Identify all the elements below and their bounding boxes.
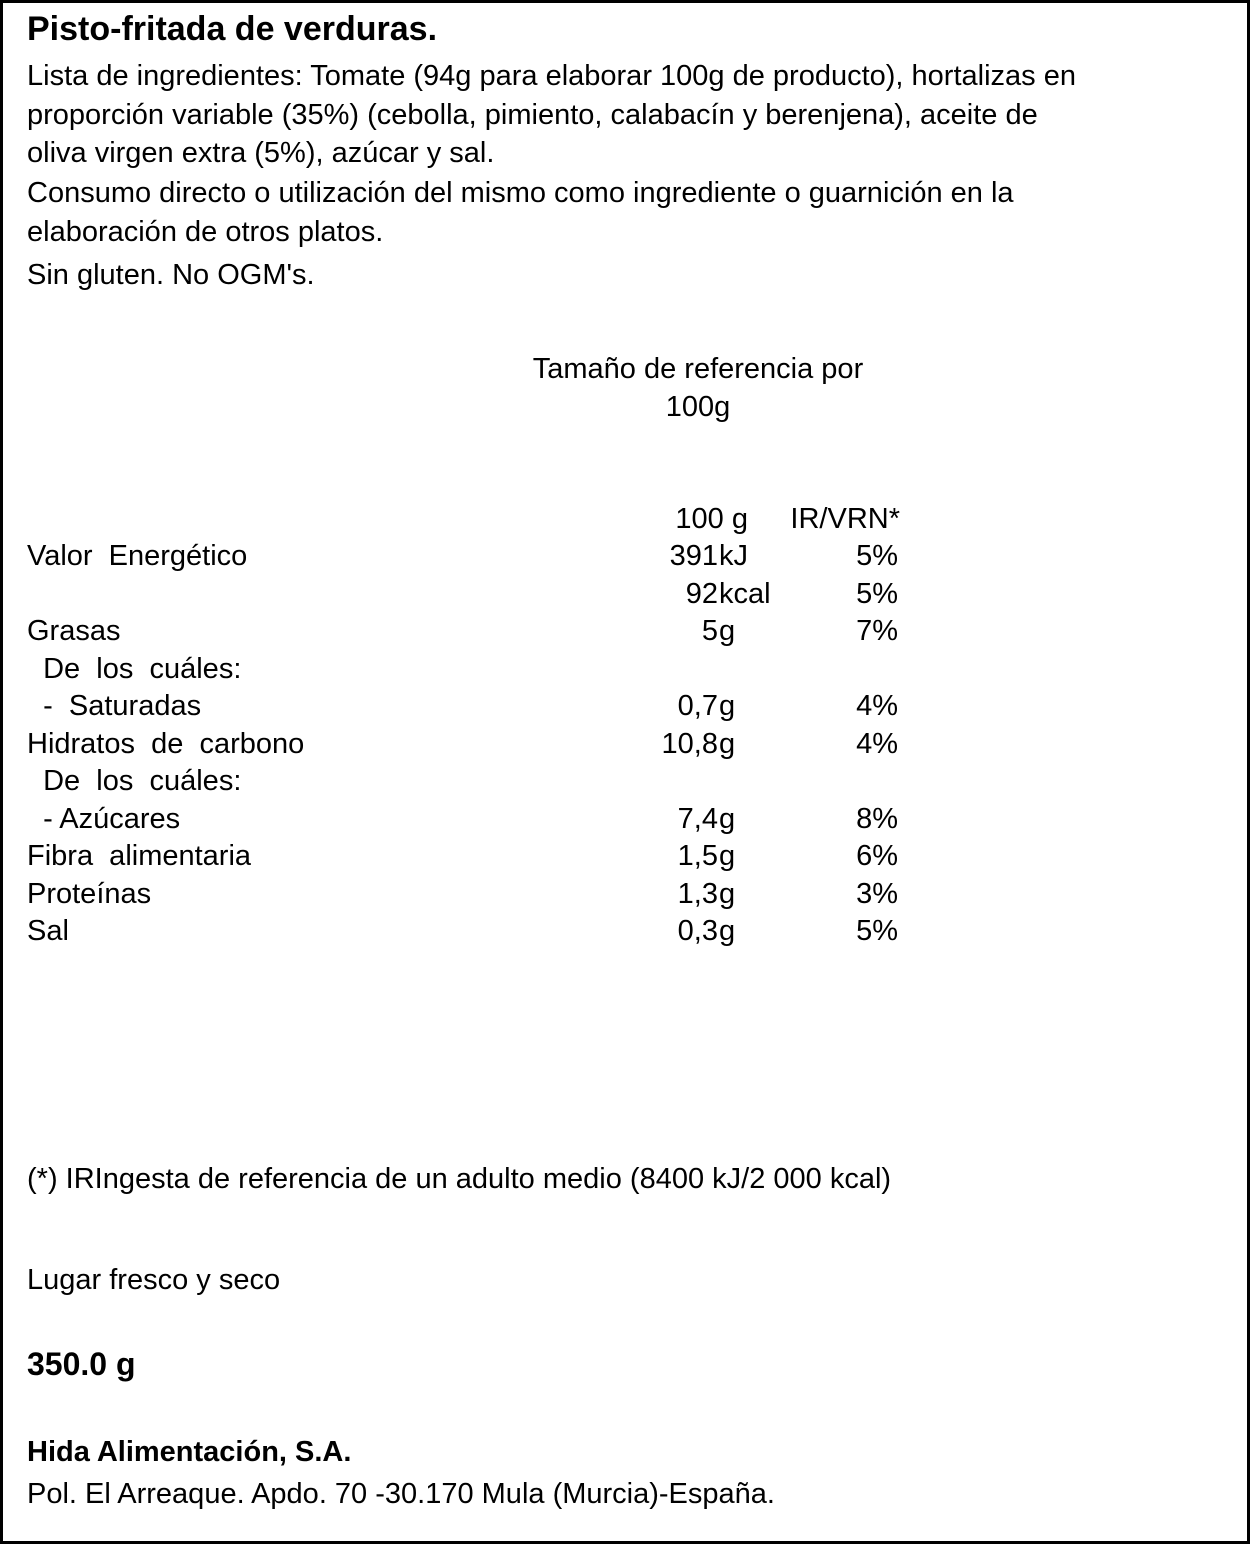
nutrient-amount: 92: [685, 577, 718, 610]
nutrient-ir-percent: 8%: [856, 802, 898, 835]
ingredients-line: proporción variable (35%) (cebolla, pimiento, calabacín y berenjena), aceite de: [27, 98, 1038, 131]
ingredients-line: oliva virgen extra (5%), azúcar y sal.: [27, 137, 495, 169]
company-name: Hida Alimentación, S.A.: [27, 1436, 352, 1468]
nutrient-label: De los cuáles:: [27, 652, 242, 685]
nutrient-amount: 5: [701, 615, 718, 647]
nutrient-amount: 10,8: [661, 727, 718, 760]
reference-size-line: Tamaño de referencia por: [532, 353, 864, 385]
nutrient-unit: g: [719, 727, 736, 760]
nutrient-ir-percent: 4%: [856, 690, 898, 722]
reference-size-line: 100g: [665, 391, 731, 423]
nutrient-ir-percent: 5%: [856, 915, 898, 947]
usage-text: [27, 174, 1227, 251]
nutrient-ir-percent: 3%: [856, 877, 898, 910]
nutrient-ir-percent: 5%: [856, 540, 898, 572]
nutrient-label: - Saturadas: [27, 690, 202, 722]
nutrient-unit: g: [719, 690, 736, 722]
nutrient-ir-percent: 7%: [856, 615, 898, 647]
column-header-ir-vrn: IR/VRN*: [790, 503, 900, 535]
reference-size: [483, 350, 913, 426]
company-address: Pol. El Arreaque. Apdo. 70 -30.170 Mula (Murcia)-España.: [27, 1478, 775, 1510]
nutrient-ir-percent: 4%: [856, 727, 898, 760]
net-weight: 350.0 g: [27, 1346, 136, 1382]
usage-line: elaboración de otros platos.: [27, 215, 384, 248]
footnote: (*) IRIngesta de referencia de un adulto medio (8400 kJ/2 000 kcal): [27, 1163, 892, 1195]
nutrient-amount: 1,5: [677, 840, 718, 872]
nutrient-amount: 1,3: [677, 877, 718, 910]
nutrient-ir-percent: 6%: [856, 840, 898, 872]
nutrient-label: De los cuáles:: [27, 765, 242, 797]
ingredients-line: Lista de ingredientes: Tomate (94g para elaborar 100g de producto), hortalizas en: [27, 60, 1076, 92]
nutrient-amount: 0,7: [677, 690, 718, 722]
nutrient-label: Fibra alimentaria: [27, 840, 252, 872]
nutrient-amount: 0,3: [677, 915, 718, 947]
usage-line: Consumo directo o utilización del mismo como ingrediente o guarnición en la: [27, 177, 1014, 209]
nutrient-amount: 391: [669, 540, 718, 572]
nutrient-label: Valor Energético: [27, 540, 248, 572]
nutrient-label: - Azúcares: [27, 802, 181, 835]
product-title: Pisto-fritada de verduras.: [27, 10, 438, 48]
nutrient-ir-percent: 5%: [856, 577, 898, 610]
allergen-statement: Sin gluten. No OGM's.: [27, 259, 315, 291]
storage-instructions: Lugar fresco y seco: [27, 1264, 281, 1296]
nutrient-unit: g: [719, 877, 736, 910]
nutrient-unit: kcal: [719, 577, 771, 610]
nutrient-label: Hidratos de carbono: [27, 727, 305, 760]
nutrient-unit: g: [719, 915, 736, 947]
nutrient-label: Proteínas: [27, 877, 152, 910]
nutrient-amount: 7,4: [677, 802, 718, 835]
ingredients-list: [27, 57, 1227, 173]
nutrient-unit: kJ: [719, 540, 748, 572]
nutrient-unit: g: [719, 840, 736, 872]
nutrient-unit: g: [719, 802, 736, 835]
column-header-per-100g: 100 g: [675, 503, 748, 535]
nutrient-label: Grasas: [27, 615, 121, 647]
nutrient-unit: g: [719, 615, 736, 647]
nutrient-label: Sal: [27, 915, 69, 947]
